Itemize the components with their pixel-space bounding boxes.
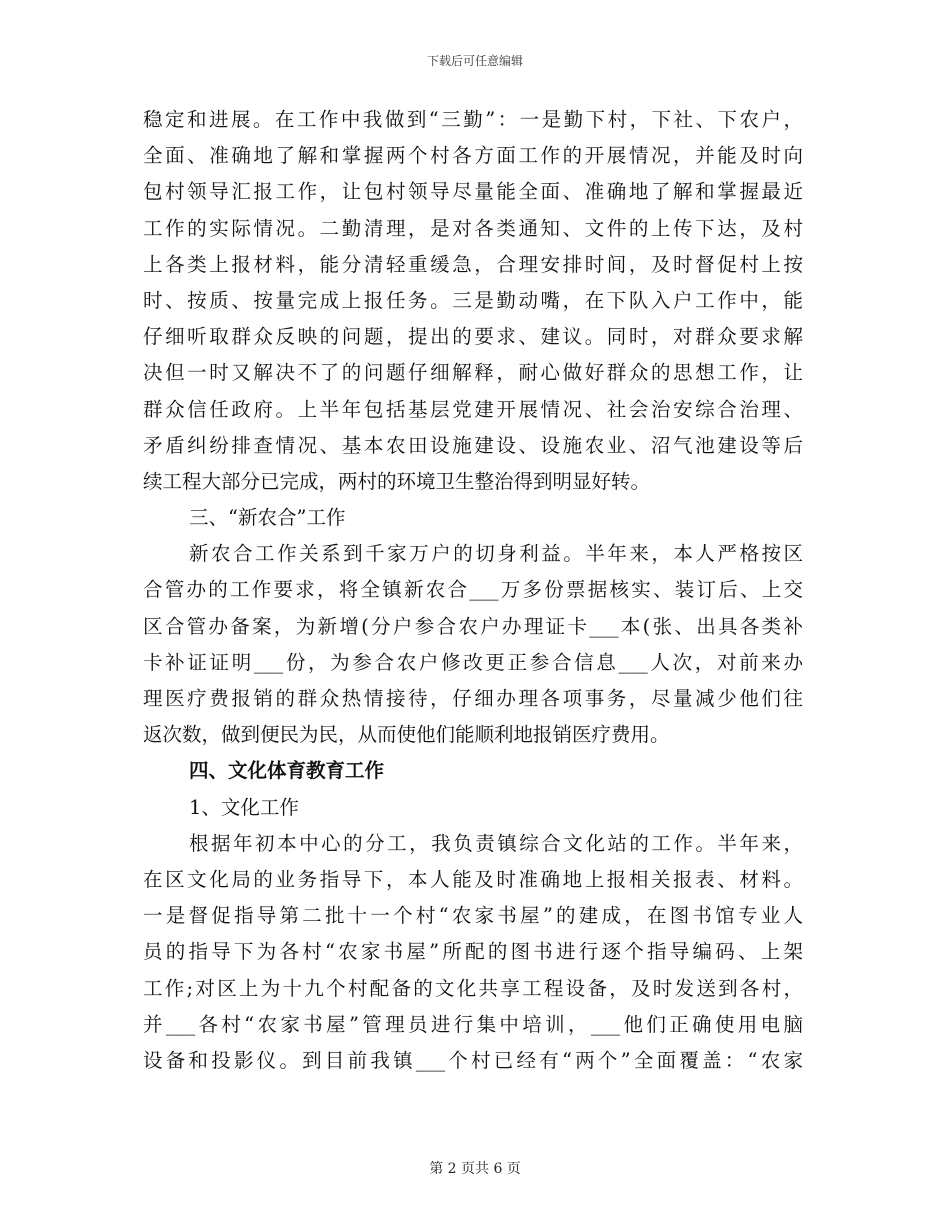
paragraph-line: 全面、准确地了解和掌握两个村各方面工作的开展情况，并能及时向 <box>143 144 803 168</box>
section-heading: 三、“新农合”工作 <box>189 506 346 530</box>
paragraph-line: 新农合工作关系到千家万户的切身利益。半年来，本人严格按区 <box>189 542 803 566</box>
section-heading: 四、文化体育教育工作 <box>189 759 385 783</box>
paragraph-line: 理医疗费报销的群众热情接待，仔细办理各项事务，尽量减少他们往 <box>143 687 803 710</box>
paragraph-line: 在区文化局的业务指导下，本人能及时准确地上报相关报表、材料。 <box>143 867 803 891</box>
paragraph-line: 返次数，做到便民为民，从而使他们能顺利地报销医疗费用。 <box>143 723 670 747</box>
subsection-heading: 1、文化工作 <box>189 795 299 819</box>
paragraph-line: 仔细听取群众反映的问题，提出的要求、建议。同时，对群众要求解 <box>143 325 803 349</box>
paragraph-line: 并___各村“农家书屋”管理员进行集中培训，___他们正确使用电脑 <box>143 1012 803 1036</box>
paragraph-line: 续工程大部分已完成，两村的环境卫生整治得到明显好转。 <box>143 469 651 493</box>
paragraph-line: 区合管办备案，为新增(分户参合农户办理证卡___本(张、出具各类补 <box>143 614 803 638</box>
paragraph-line: 稳定和进展。在工作中我做到“三勤”：一是勤下村，下社、下农户， <box>143 108 803 131</box>
paragraph-line: 群众信任政府。上半年包括基层党建开展情况、社会治安综合治理、 <box>143 397 803 421</box>
paragraph-line: 员的指导下为各村“农家书屋”所配的图书进行逐个指导编码、上架 <box>143 940 803 964</box>
page-footer: 第 2 页共 6 页 <box>429 1161 521 1177</box>
paragraph-line: 卡补证证明___份，为参合农户修改更正参合信息___人次，对前来办 <box>143 650 803 674</box>
paragraph-line: 时、按质、按量完成上报任务。三是勤动嘴，在下队入户工作中，能 <box>143 288 803 312</box>
page-header: 下载后可任意编辑 <box>426 54 523 68</box>
document-body <box>143 102 803 1079</box>
paragraph-line: 决但一时又解决不了的问题仔细解释，耐心做好群众的思想工作，让 <box>143 361 803 385</box>
paragraph-line: 工作;对区上为十九个村配备的文化共享工程设备，及时发送到各村， <box>143 976 803 1000</box>
paragraph-line: 一是督促指导第二批十一个村“农家书屋”的建成，在图书馆专业人 <box>143 904 803 928</box>
paragraph-line: 包村领导汇报工作，让包村领导尽量能全面、准确地了解和掌握最近 <box>143 180 803 204</box>
paragraph-line: 合管办的工作要求，将全镇新农合___万多份票据核实、装订后、上交 <box>143 578 803 602</box>
paragraph-line: 工作的实际情况。二勤清理，是对各类通知、文件的上传下达，及村 <box>143 216 803 240</box>
paragraph-line: 设备和投影仪。到目前我镇___个村已经有“两个”全面覆盖：“农家 <box>143 1048 803 1072</box>
paragraph-line: 矛盾纠纷排查情况、基本农田设施建设、设施农业、沼气池建设等后 <box>143 433 803 457</box>
paragraph-line: 上各类上报材料，能分清轻重缓急，合理安排时间，及时督促村上按 <box>143 252 803 276</box>
paragraph-line: 根据年初本中心的分工，我负责镇综合文化站的工作。半年来， <box>189 831 803 855</box>
